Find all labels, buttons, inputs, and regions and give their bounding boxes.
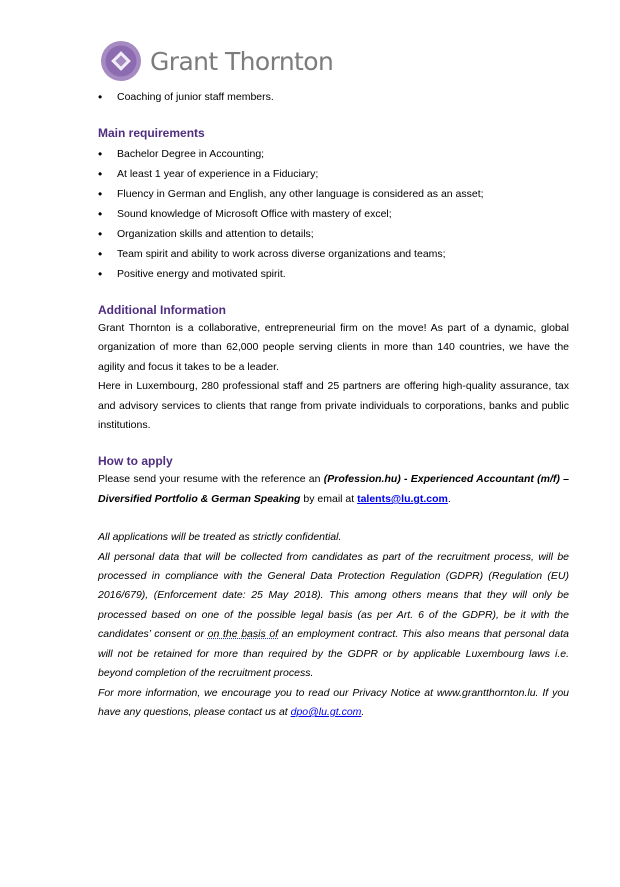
main-requirements-heading: Main requirements (98, 126, 205, 140)
grant-thornton-logo (100, 40, 333, 82)
privacy-notice (98, 528, 569, 722)
responsibilities-list (98, 88, 569, 108)
gdpr-text-end: an employment contract. This also means that personal data will not be retained for more than required by the GDPR or by applicable Luxembourg laws i.e. beyond completion of the recruitment process. (98, 628, 570, 680)
gdpr-paragraph (98, 548, 569, 684)
list-item: • Positive energy and motivated spirit. (98, 265, 569, 285)
firm-description-paragraph: Grant Thornton is a collaborative, entrepreneurial firm on the move! As part of a dynamic, global organization of more than 62,000 people serving clients in more than 140 countries, we have the agility and focus it takes to be a leader. (98, 322, 569, 373)
logo-mark-icon (100, 40, 142, 82)
luxembourg-paragraph: Here in Luxembourg, 280 professional staff and 25 partners are offering high-quality assurance, tax and advisory services to clients that range from private individuals to corporations, banks and public institutions. (98, 380, 569, 432)
logo-wordmark: Grant Thornton (150, 46, 334, 76)
job-reference: (Profession.hu) - Experienced Accountant (m/f) – Diversified Portfolio & German Speaking (98, 473, 569, 505)
list-item: • Sound knowledge of Microsoft Office with mastery of excel; (98, 205, 569, 225)
apply-intro-text: Please send your resume with the reference an (98, 473, 324, 486)
list-item: • Team spirit and ability to work across diverse organizations and teams; (98, 245, 569, 265)
main-requirements-list (98, 145, 569, 285)
list-item: • Coaching of junior staff members. (98, 88, 569, 108)
by-email-text: by email at (300, 492, 358, 505)
period-text: . (447, 492, 451, 505)
period-text: . (361, 705, 365, 718)
confidential-statement: All applications will be treated as strictly confidential. (98, 531, 342, 544)
gdpr-text-start: All personal data that will be collected from candidates as part of the recruitment process, will be processed in compliance with the General Data Protection Regulation (GDPR) (Regulation (EU) 2016/679), (Enforcement date: 25 May 2018). This among others means that they will only be processed based on one of the possible legal basis (as per Art. 6 of the GDPR), be it with the candidates’ consent or (98, 550, 569, 641)
privacy-contact-paragraph (98, 684, 569, 723)
how-to-apply-paragraph (98, 470, 569, 509)
list-item: • Organization skills and attention to details; (98, 225, 569, 245)
document-body (98, 88, 569, 722)
dpo-email-link[interactable]: dpo@lu.gt.com (290, 705, 362, 718)
how-to-apply-heading: How to apply (98, 454, 173, 469)
spellcheck-marked-text: on the basis of (207, 628, 279, 641)
list-item: • At least 1 year of experience in a Fiduciary; (98, 165, 569, 185)
list-item: • Bachelor Degree in Accounting; (98, 145, 569, 165)
list-item: • Fluency in German and English, any other language is considered as an asset; (98, 185, 569, 205)
additional-information-heading: Additional Information (98, 303, 226, 317)
privacy-contact-text: For more information, we encourage you to read our Privacy Notice at www.grantthornton.lu. If you have any questions, please contact us at (98, 686, 569, 718)
spacer (98, 509, 569, 528)
talents-email-link[interactable]: talents@lu.gt.com (357, 492, 448, 505)
